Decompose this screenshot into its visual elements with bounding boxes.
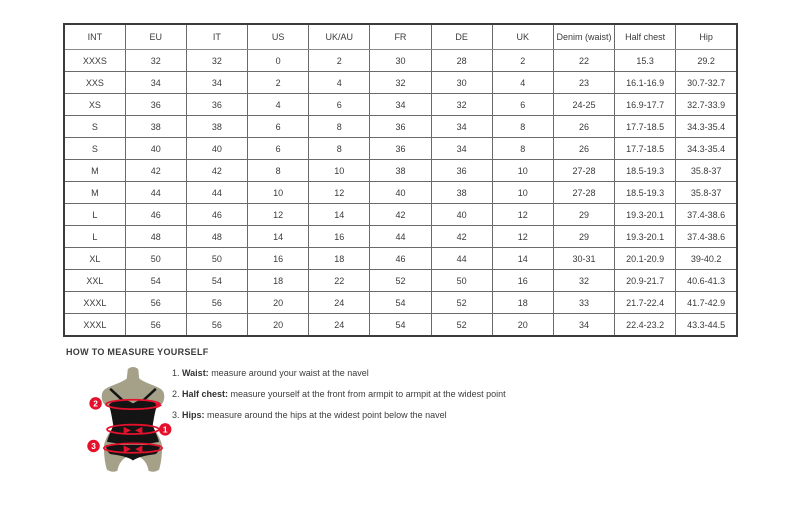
table-cell: 27-28 xyxy=(553,182,614,204)
column-header: UK xyxy=(492,24,553,50)
table-cell: 17.7-18.5 xyxy=(615,138,676,160)
table-cell: 20 xyxy=(492,314,553,337)
step-number: 1. xyxy=(172,368,183,378)
table-cell: 29.2 xyxy=(676,50,737,72)
table-cell: 20.9-21.7 xyxy=(615,270,676,292)
table-cell: 34 xyxy=(125,72,186,94)
step-number: 2. xyxy=(172,389,183,399)
table-cell: 40 xyxy=(125,138,186,160)
table-cell: 16 xyxy=(309,226,370,248)
table-cell: 37.4-38.6 xyxy=(676,204,737,226)
table-cell: 20 xyxy=(248,292,309,314)
table-cell: 12 xyxy=(492,204,553,226)
step-number: 3. xyxy=(172,410,183,420)
table-cell: 54 xyxy=(125,270,186,292)
table-cell: 32 xyxy=(370,72,431,94)
table-cell: 4 xyxy=(248,94,309,116)
table-cell: 52 xyxy=(370,270,431,292)
table-cell: 34.3-35.4 xyxy=(676,116,737,138)
table-cell: 16 xyxy=(492,270,553,292)
table-cell: 35.8-37 xyxy=(676,160,737,182)
table-cell: 32.7-33.9 xyxy=(676,94,737,116)
step-text: measure around your waist at the navel xyxy=(208,368,369,378)
table-cell: 18 xyxy=(248,270,309,292)
svg-text:2: 2 xyxy=(93,398,98,409)
table-cell: 6 xyxy=(248,138,309,160)
table-cell: 23 xyxy=(553,72,614,94)
table-cell: 8 xyxy=(309,138,370,160)
table-cell: 18 xyxy=(492,292,553,314)
table-cell: 36 xyxy=(125,94,186,116)
table-cell: 32 xyxy=(431,94,492,116)
table-row xyxy=(64,204,737,226)
table-cell: 28 xyxy=(431,50,492,72)
column-header: IT xyxy=(186,24,247,50)
table-row xyxy=(64,94,737,116)
table-row xyxy=(64,226,737,248)
table-row xyxy=(64,50,737,72)
table-cell: 26 xyxy=(553,138,614,160)
table-cell: 8 xyxy=(492,116,553,138)
table-cell: 38 xyxy=(431,182,492,204)
table-cell: 22.4-23.2 xyxy=(615,314,676,337)
table-cell: 34 xyxy=(431,116,492,138)
swimsuit-top xyxy=(107,399,159,444)
table-cell: S xyxy=(64,138,125,160)
table-row xyxy=(64,314,737,337)
table-cell: 35.8-37 xyxy=(676,182,737,204)
table-cell: XXS xyxy=(64,72,125,94)
table-cell: 6 xyxy=(492,94,553,116)
table-cell: 18 xyxy=(309,248,370,270)
table-cell: 12 xyxy=(309,182,370,204)
table-row xyxy=(64,160,737,182)
table-cell: 15.3 xyxy=(615,50,676,72)
table-cell: 8 xyxy=(309,116,370,138)
table-cell: 19.3-20.1 xyxy=(615,226,676,248)
table-row xyxy=(64,248,737,270)
table-cell: 50 xyxy=(186,248,247,270)
table-cell: 54 xyxy=(186,270,247,292)
measure-step xyxy=(172,409,506,421)
table-cell: 14 xyxy=(248,226,309,248)
table-cell: 18.5-19.3 xyxy=(615,182,676,204)
table-cell: 46 xyxy=(370,248,431,270)
table-cell: 48 xyxy=(125,226,186,248)
table-cell: 52 xyxy=(431,314,492,337)
column-header: Denim (waist) xyxy=(553,24,614,50)
table-row xyxy=(64,182,737,204)
table-cell: 56 xyxy=(125,314,186,337)
table-cell: 40.6-41.3 xyxy=(676,270,737,292)
table-cell: 14 xyxy=(492,248,553,270)
table-cell: 32 xyxy=(186,50,247,72)
header-row xyxy=(64,24,737,50)
table-cell: 29 xyxy=(553,204,614,226)
svg-text:1: 1 xyxy=(162,424,168,435)
measure-step xyxy=(172,388,506,400)
table-cell: 38 xyxy=(186,116,247,138)
table-header xyxy=(64,24,737,50)
step-label: Waist: xyxy=(182,368,209,378)
table-cell: 42 xyxy=(186,160,247,182)
table-cell: 56 xyxy=(125,292,186,314)
table-cell: 44 xyxy=(370,226,431,248)
column-header: Half chest xyxy=(615,24,676,50)
step-text: measure around the hips at the widest point below the navel xyxy=(204,410,447,420)
table-cell: L xyxy=(64,226,125,248)
table-cell: 16 xyxy=(248,248,309,270)
table-cell: M xyxy=(64,160,125,182)
table-cell: 22 xyxy=(309,270,370,292)
table-cell: 22 xyxy=(553,50,614,72)
column-header: INT xyxy=(64,24,125,50)
table-cell: 43.3-44.5 xyxy=(676,314,737,337)
table-cell: 24 xyxy=(309,292,370,314)
table-cell: 12 xyxy=(248,204,309,226)
table-cell: 17.7-18.5 xyxy=(615,116,676,138)
table-cell: 30.7-32.7 xyxy=(676,72,737,94)
step-text: measure yourself at the front from armpit to armpit at the widest point xyxy=(228,389,506,399)
table-cell: 56 xyxy=(186,292,247,314)
table-cell: XXXS xyxy=(64,50,125,72)
table-cell: 30 xyxy=(370,50,431,72)
table-cell: 46 xyxy=(186,204,247,226)
table-cell: 2 xyxy=(492,50,553,72)
table-cell: 21.7-22.4 xyxy=(615,292,676,314)
table-cell: XL xyxy=(64,248,125,270)
measure-step xyxy=(172,367,506,379)
table-cell: 44 xyxy=(186,182,247,204)
table-cell: 36 xyxy=(186,94,247,116)
table-cell: 26 xyxy=(553,116,614,138)
table-cell: 10 xyxy=(492,160,553,182)
step-label: Hips: xyxy=(182,410,205,420)
table-cell: 42 xyxy=(431,226,492,248)
column-header: EU xyxy=(125,24,186,50)
table-cell: 37.4-38.6 xyxy=(676,226,737,248)
table-cell: 48 xyxy=(186,226,247,248)
measure-steps xyxy=(172,367,506,430)
table-cell: 32 xyxy=(125,50,186,72)
table-cell: 38 xyxy=(125,116,186,138)
column-header: DE xyxy=(431,24,492,50)
table-cell: 42 xyxy=(370,204,431,226)
table-cell: XS xyxy=(64,94,125,116)
table-cell: 4 xyxy=(492,72,553,94)
table-cell: 46 xyxy=(125,204,186,226)
table-cell: 34 xyxy=(553,314,614,337)
table-cell: 8 xyxy=(248,160,309,182)
table-cell: M xyxy=(64,182,125,204)
table-row xyxy=(64,138,737,160)
table-cell: 56 xyxy=(186,314,247,337)
table-cell: 36 xyxy=(431,160,492,182)
column-header: FR xyxy=(370,24,431,50)
table-body xyxy=(64,50,737,337)
table-cell: 54 xyxy=(370,292,431,314)
table-cell: XXXL xyxy=(64,314,125,337)
table-cell: 30-31 xyxy=(553,248,614,270)
table-cell: 10 xyxy=(309,160,370,182)
table-row xyxy=(64,72,737,94)
table-row xyxy=(64,270,737,292)
body-measurement-figure xyxy=(83,366,183,473)
table-cell: 6 xyxy=(248,116,309,138)
step-label: Half chest: xyxy=(182,389,229,399)
table-cell: L xyxy=(64,204,125,226)
table-cell: 10 xyxy=(492,182,553,204)
table-cell: XXXL xyxy=(64,292,125,314)
badge-hips xyxy=(87,440,99,452)
table-cell: 14 xyxy=(309,204,370,226)
table-cell: 34 xyxy=(431,138,492,160)
table-cell: 52 xyxy=(431,292,492,314)
column-header: US xyxy=(248,24,309,50)
table-cell: 41.7-42.9 xyxy=(676,292,737,314)
table-cell: 42 xyxy=(125,160,186,182)
table-cell: 34 xyxy=(186,72,247,94)
table-cell: S xyxy=(64,116,125,138)
table-cell: 27-28 xyxy=(553,160,614,182)
table-cell: 50 xyxy=(125,248,186,270)
table-cell: 4 xyxy=(309,72,370,94)
badge-waist xyxy=(159,423,171,435)
table-cell: 16.9-17.7 xyxy=(615,94,676,116)
table-cell: 40 xyxy=(186,138,247,160)
table-cell: 24-25 xyxy=(553,94,614,116)
column-header: Hip xyxy=(676,24,737,50)
table-cell: 40 xyxy=(370,182,431,204)
table-cell: 32 xyxy=(553,270,614,292)
table-cell: 30 xyxy=(431,72,492,94)
svg-text:3: 3 xyxy=(91,441,96,452)
table-cell: 6 xyxy=(309,94,370,116)
table-cell: 2 xyxy=(248,72,309,94)
table-cell: 10 xyxy=(248,182,309,204)
table-cell: 36 xyxy=(370,138,431,160)
table-cell: 44 xyxy=(125,182,186,204)
table-cell: 33 xyxy=(553,292,614,314)
table-cell: 29 xyxy=(553,226,614,248)
table-cell: 40 xyxy=(431,204,492,226)
table-cell: 12 xyxy=(492,226,553,248)
table-cell: 50 xyxy=(431,270,492,292)
badge-half-chest xyxy=(89,397,101,409)
table-row xyxy=(64,116,737,138)
table-cell: 44 xyxy=(431,248,492,270)
table-cell: 20.1-20.9 xyxy=(615,248,676,270)
size-chart-table xyxy=(63,23,738,337)
table-cell: 36 xyxy=(370,116,431,138)
table-row xyxy=(64,292,737,314)
table-cell: 18.5-19.3 xyxy=(615,160,676,182)
table-cell: 34 xyxy=(370,94,431,116)
table-cell: XXL xyxy=(64,270,125,292)
column-header: UK/AU xyxy=(309,24,370,50)
table-cell: 20 xyxy=(248,314,309,337)
table-cell: 39-40.2 xyxy=(676,248,737,270)
table-cell: 54 xyxy=(370,314,431,337)
table-cell: 16.1-16.9 xyxy=(615,72,676,94)
table-cell: 38 xyxy=(370,160,431,182)
table-cell: 2 xyxy=(309,50,370,72)
table-cell: 19.3-20.1 xyxy=(615,204,676,226)
table-cell: 34.3-35.4 xyxy=(676,138,737,160)
table-cell: 24 xyxy=(309,314,370,337)
table-cell: 8 xyxy=(492,138,553,160)
measure-section-heading: HOW TO MEASURE YOURSELF xyxy=(66,347,209,357)
table-cell: 0 xyxy=(248,50,309,72)
